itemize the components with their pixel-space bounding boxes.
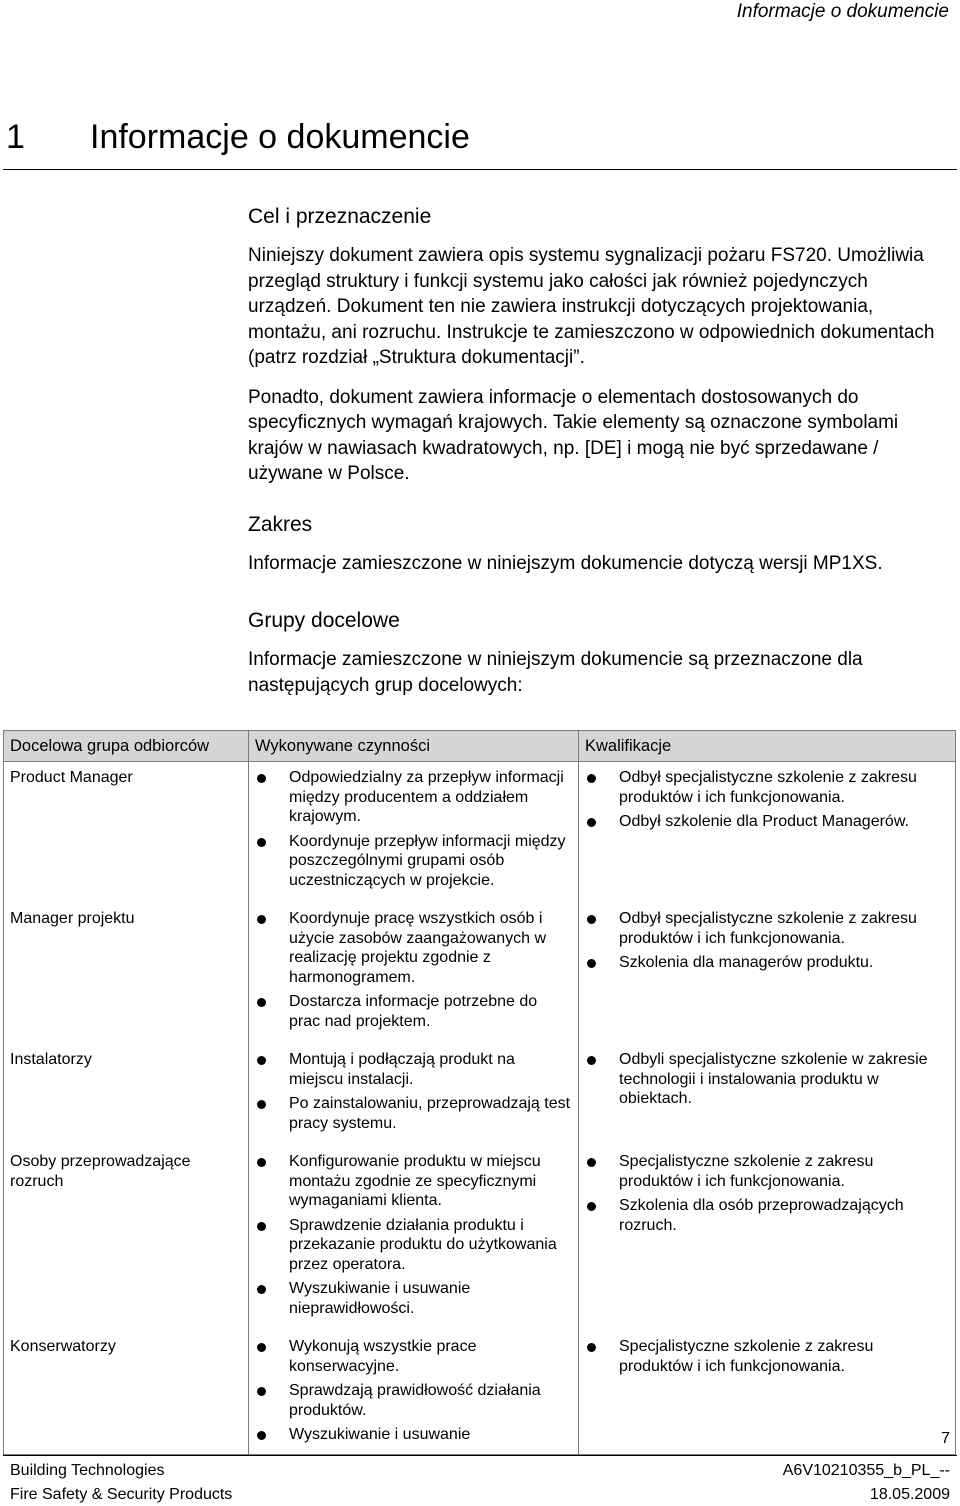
list-item: Szkolenia dla managerów produktu. bbox=[585, 953, 949, 973]
paragraph: Ponadto, dokument zawiera informacje o elementach dostosowanych do specyficznych wymagań krajowych. Takie elementy są oznaczone symbolami krajów w nawiasach kwadratowych, np. [DE] i mogą nie być sprzedawane / używane w Polsce. bbox=[248, 386, 899, 484]
group-cell: Osoby przeprowadzające rozruch bbox=[4, 1146, 249, 1331]
chapter-title-text: Informacje o dokumencie bbox=[90, 118, 470, 156]
table-row bbox=[4, 762, 956, 904]
group-cell: Instalatorzy bbox=[4, 1044, 249, 1146]
list-item: Szkolenia dla osób przeprowadzających rozruch. bbox=[585, 1196, 949, 1235]
list-item: Odbyli specjalistyczne szkolenie w zakresie technologii i instalowania produktu w obiektach. bbox=[585, 1050, 949, 1109]
list-item: Odbył specjalistyczne szkolenie z zakresu produktów i ich funkcjonowania. bbox=[585, 909, 949, 948]
paragraph: Informacje zamieszczone w niniejszym dokumencie są przeznaczone dla następujących grup docelowych: bbox=[248, 649, 863, 696]
quals-cell bbox=[579, 903, 956, 1044]
table-row bbox=[4, 1331, 956, 1454]
column-header: Docelowa grupa odbiorców bbox=[4, 731, 249, 762]
list-item: Specjalistyczne szkolenie z zakresu produktów i ich funkcjonowania. bbox=[585, 1152, 949, 1191]
quals-cell bbox=[579, 1146, 956, 1331]
list-item: Konfigurowanie produktu w miejscu montażu zgodnie ze specyficznymi wymaganiami klienta. bbox=[255, 1152, 572, 1211]
column-header: Kwalifikacje bbox=[579, 731, 956, 762]
table-row bbox=[4, 903, 956, 1044]
footer-division: Fire Safety & Security Products bbox=[10, 1486, 233, 1503]
tasks-cell bbox=[249, 903, 579, 1044]
tasks-cell bbox=[249, 1146, 579, 1331]
list-item: Odbył specjalistyczne szkolenie z zakresu produktów i ich funkcjonowania. bbox=[585, 768, 949, 807]
running-header: Informacje o dokumencie bbox=[736, 1, 949, 22]
footer-doc-id: A6V10210355_b_PL_-- bbox=[782, 1462, 950, 1479]
table-header-row bbox=[4, 731, 956, 762]
list-item: Sprawdzają prawidłowość działania produktów. bbox=[255, 1381, 572, 1420]
group-cell: Manager projektu bbox=[4, 903, 249, 1044]
list-item: Specjalistyczne szkolenie z zakresu produktów i ich funkcjonowania. bbox=[585, 1337, 949, 1376]
page-number: 7 bbox=[941, 1430, 950, 1447]
paragraph: Niniejszy dokument zawiera opis systemu sygnalizacji pożaru FS720. Umożliwia przegląd struktury i funkcji systemu jako całości jak również pojedynczych urządzeń. Dokument ten nie zawiera instrukcji dotyczących projektowania, montażu, ani rozruchu. Instrukcje te zamieszczono w odpowiednich dokumentach (patrz rozdział „Struktura dokumentacji”. bbox=[248, 245, 935, 368]
list-item: Dostarcza informacje potrzebne do prac nad projektem. bbox=[255, 992, 572, 1031]
list-item: Montują i podłączają produkt na miejscu instalacji. bbox=[255, 1050, 572, 1089]
list-item: Wyszukiwanie i usuwanie bbox=[255, 1425, 572, 1445]
target-groups-table bbox=[3, 730, 956, 1455]
section-heading: Grupy docelowe bbox=[248, 609, 400, 632]
list-item: Wykonują wszystkie prace konserwacyjne. bbox=[255, 1337, 572, 1376]
section-heading: Cel i przeznaczenie bbox=[248, 205, 432, 228]
quals-cell bbox=[579, 1044, 956, 1146]
table-row bbox=[4, 1044, 956, 1146]
section-cel bbox=[248, 203, 948, 487]
list-item: Koordynuje przepływ informacji między poszczególnymi grupami osób uczestniczących w projekcie. bbox=[255, 832, 572, 891]
quals-cell bbox=[579, 1331, 956, 1454]
paragraph: Informacje zamieszczone w niniejszym dokumencie dotyczą wersji MP1XS. bbox=[248, 553, 883, 574]
group-cell: Product Manager bbox=[4, 762, 249, 904]
list-item: Wyszukiwanie i usuwanie nieprawidłowości. bbox=[255, 1279, 572, 1318]
list-item: Odpowiedzialny za przepływ informacji między producentem a oddziałem krajowym. bbox=[255, 768, 572, 827]
group-cell: Konserwatorzy bbox=[4, 1331, 249, 1454]
footer-company: Building Technologies bbox=[10, 1462, 165, 1479]
chapter-title bbox=[6, 116, 470, 158]
chapter-number: 1 bbox=[6, 118, 25, 156]
list-item: Sprawdzenie działania produktu i przekazanie produktu do użytkowania przez operatora. bbox=[255, 1216, 572, 1275]
section-grupy bbox=[248, 607, 948, 698]
footer-date: 18.05.2009 bbox=[869, 1486, 950, 1503]
section-zakres bbox=[248, 511, 948, 577]
quals-cell bbox=[579, 762, 956, 904]
list-item: Koordynuje pracę wszystkich osób i użycie zasobów zaangażowanych w realizację projektu zgodnie z harmonogramem. bbox=[255, 909, 572, 987]
list-item: Odbył szkolenie dla Product Managerów. bbox=[585, 812, 949, 832]
table-row bbox=[4, 1146, 956, 1331]
footer-rule bbox=[3, 1455, 957, 1456]
tasks-cell bbox=[249, 762, 579, 904]
tasks-cell bbox=[249, 1044, 579, 1146]
tasks-cell bbox=[249, 1331, 579, 1454]
section-heading: Zakres bbox=[248, 513, 313, 536]
list-item: Po zainstalowaniu, przeprowadzają test pracy systemu. bbox=[255, 1094, 572, 1133]
chapter-rule bbox=[3, 169, 957, 170]
column-header: Wykonywane czynności bbox=[249, 731, 579, 762]
